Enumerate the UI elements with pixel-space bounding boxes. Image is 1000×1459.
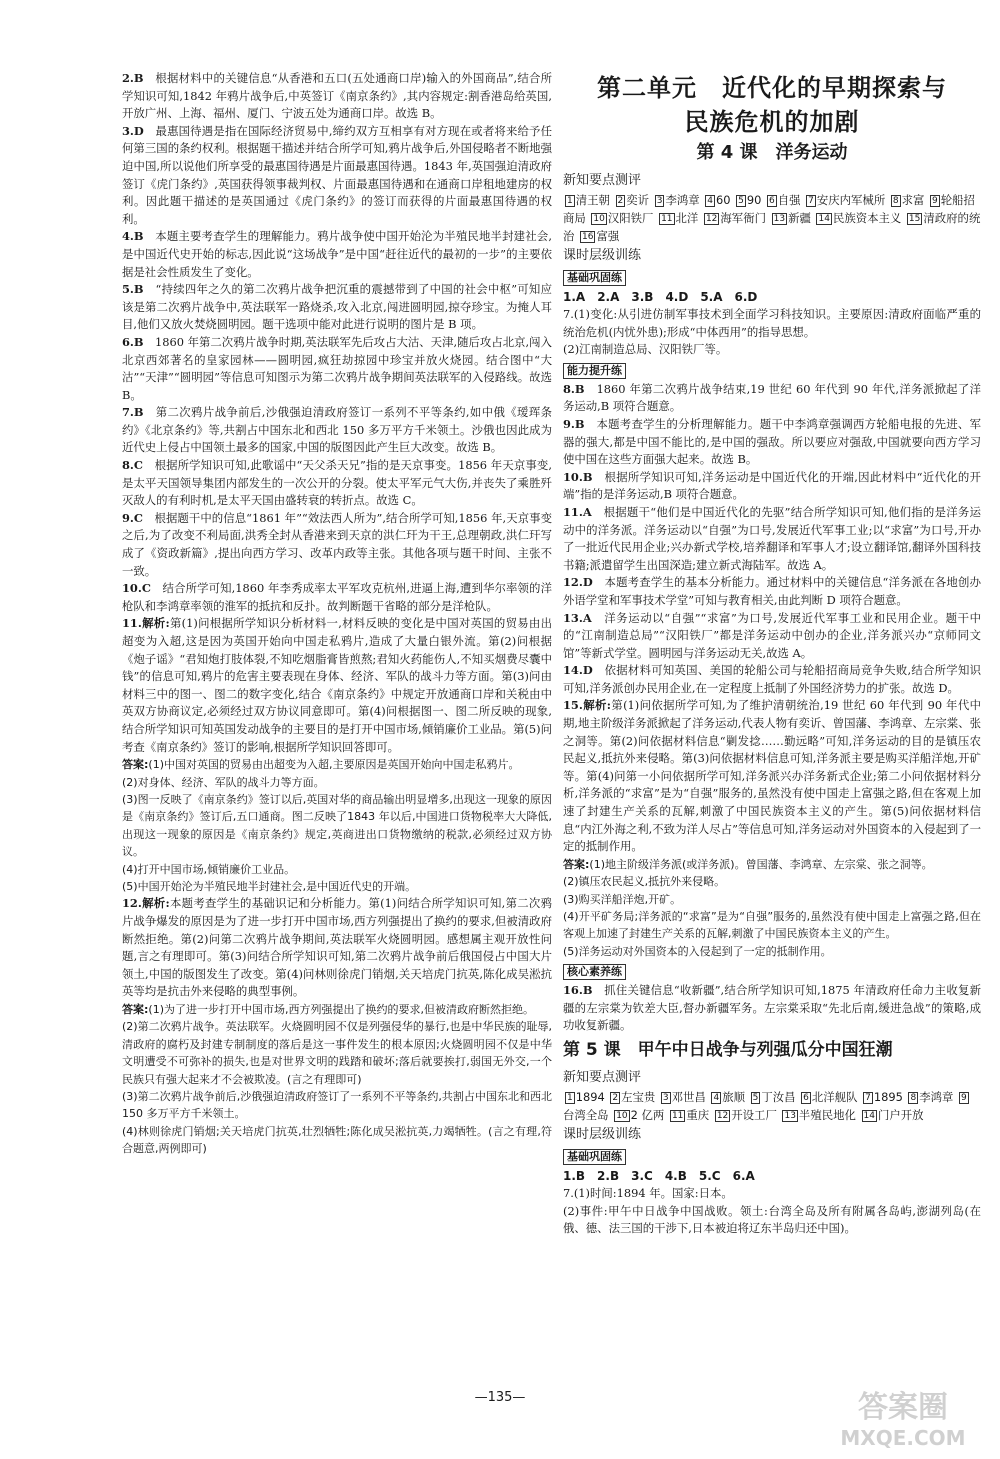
answer-4: 4.B 本题主要考查学生的理解能力。鸦片战争使中国开始沦为半殖民地半封建社会,是中国近代史开始的标志,因此说“这场战争”是中国“赶往近代的最初的一步”的主要依据是社会性质发生了变化。	[122, 229, 552, 279]
fill-blank-item	[608, 1090, 655, 1104]
lesson-4-q9: 9.B 本题考查学生的分析理解能力。题干中李鸿章强调西方轮船电报的先进、军器的强大,都是中国不能比的,是中国的强敌。所以要应对强敌,中国就要向西方学习使中国在这些方面强大起来。故选 B。	[563, 416, 981, 467]
watermark-logo	[818, 1383, 988, 1453]
fill-blank-item	[659, 1090, 706, 1104]
fill-blank-item	[614, 193, 650, 207]
answer-11-key: 答案:(1)中国对英国的贸易由出超变为入超,主要原因是英国开始向中国走私鸦片。	[122, 758, 520, 772]
answer-11-analysis: 11.解析:第(1)问根据所学知识分析材料一,材料反映的变化是中国对英国的贸易由出超变为入超,这是因为英国开始向中国走私鸦片,造成了大量白银外流。第(2)问根据《炮子谣》“君知炮打肢体裂,不知吃烟脂膏皆煎熬;君知火药能伤人,不知买烟费尽囊中钱”的信息可知,鸦片的危害主要表现在身体、经济、军队的战斗力等方面。第(3)问由材料三中的图一、图二的数字变化,结合《南京条约》中规定开放通商口岸和关税由中英双方协商议定,必须经过双方协议同意即可。第(4)问根据图一、图二所反映的现象,结合所学知识可知英国发动战争的主要目的是打开中国市场,倾销廉价工业品。第(5)问考查《南京条约》签订的影响,根据所学知识回答即可。	[122, 616, 552, 754]
lesson-5-mc-answers: 1.B 2.B 3.C 4.B 5.C 6.A	[563, 1169, 755, 1184]
blank-number-box: 1	[567, 196, 573, 206]
lesson-4-q16: 16.B 抓住关键信息“收新疆”,结合所学知识可知,1875 年清政府任命力主收复新疆的左宗棠为钦差大臣,督办新疆军务。左宗棠采取“先北后南,缓进急战”的策略,成功收复新疆。	[563, 983, 981, 1033]
fill-blank-item	[703, 193, 730, 207]
lesson-5-title: 第 5 课 甲午中日战争与列强瓜分中国狂潮	[563, 1040, 893, 1061]
lesson-4-q15-key-2: (2)镇压农民起义,抵抗外来侵略。	[563, 875, 726, 889]
blank-number-box: 10	[593, 214, 605, 224]
answer-7: 7.B 第二次鸦片战争前后,沙俄强迫清政府签订一系列不平等条约,如中俄《瑷珲条约》《北京条约》等,共割占中国东北和西北 150 多万平方千米领土。沙俄也因此成为近代史上侵占中国领土最多的国家,中国的版图因此产生巨大改变。故选 B。	[122, 405, 552, 455]
fill-blank-item	[861, 1090, 903, 1104]
fill-blank-item	[804, 193, 885, 207]
fill-blank-item	[612, 1108, 664, 1122]
answer-10: 10.C 结合所学可知,1860 年李秀成率太平军攻克杭州,进逼上海,遭到华尔率领的洋枪队和李鸿章率领的淮军的抵抗和反扑。故判断题干省略的部分是洋枪队。	[122, 581, 552, 613]
blank-number-box: 2	[612, 1093, 619, 1104]
fill-blank-item	[765, 193, 801, 207]
blank-answer: 海军衙门	[720, 211, 766, 225]
blank-number-box: 5	[738, 196, 744, 206]
blank-answer: 轮船招商局	[563, 193, 975, 225]
lesson-4-q15-analysis: 15.解析:第(1)问依据所学可知,为了维护清朝统治,19 世纪 60 年代到 90 年代中期,地主阶级洋务派掀起了洋务运动,代表人物有奕䜣、曾国藩、李鸿章、左宗棠、张之洞等。第(2)问依据材料信息“剿发捻……勤远略”可知,洋务运动的目的是镇压农民起义,抵抗外来侵略。第(3)问依据材料信息可知,洋务派主要是购买洋船洋炮,开矿等。第(4)问第一小问依据所学可知,洋务派兴办洋务新式企业;第二小问依据材料分析,洋务派的“求富”是为“自强”服务的,虽然没有使中国走上富强之路,但在客观上加速了封建生产关系的瓦解,刺激了中国民族资本主义的产生。第(5)问依据材料信息“内江外海之利,不致为洋人尽占”等信息可知,洋务运动对外国资本的入侵起到了一定的抵制作用。	[563, 698, 981, 854]
tag-basic-5: 基础巩固练	[563, 1149, 626, 1165]
blank-number-box: 10	[616, 1111, 628, 1122]
section-new-knowledge: 新知要点测评	[563, 173, 642, 188]
fill-blank-item	[589, 211, 653, 225]
blank-number-box: 11	[671, 1111, 684, 1122]
blank-answer: 李鸿章	[919, 1090, 954, 1105]
fill-blank-item	[668, 1108, 709, 1122]
watermark-top: 答案圈	[858, 1390, 948, 1425]
fill-blank-item	[713, 1108, 777, 1122]
lesson-4-q14: 14.D 依据材料可知英国、美国的轮船公司与轮船招商局竞争失败,结合所学知识可知,洋务派创办民用企业,在一定程度上抵制了外国经济势力的扩张。故选 D。	[563, 663, 981, 695]
fill-blank-item	[653, 193, 700, 207]
answer-12-key-3: (3)第二次鸦片战争前后,沙俄强迫清政府签订了一系列不平等条约,共割占中国东北和西北 150 多万平方千米领土。	[122, 1090, 552, 1121]
lesson-4-fill-blanks	[563, 191, 981, 245]
blank-number-box: 14	[863, 1111, 875, 1122]
fill-blank-item	[702, 211, 766, 225]
blank-answer: 半殖民地化	[798, 1108, 856, 1123]
fill-blank-item	[563, 1090, 605, 1104]
lesson-4-q7-1: 7.(1)变化:从引进仿制军事技术到全面学习科技知识。主要原因:清政府面临严重的统治危机(内忧外患);形成“中体西用”的指导思想。	[563, 307, 981, 339]
page-number: —135—	[474, 1390, 526, 1405]
answer-9: 9.C 根据题干中的信息“1861 年”“效法西人所为”,结合所学可知,1856 年,天京事变之后,为了改变不利局面,洪秀全封从香港来到天京的洪仁玕为干王,总理朝政,洪仁玕写成了《资政新篇》,提出向西方学习、改革内政等主张。其他各项与题干时间、主张不一致。	[122, 510, 552, 578]
answer-11-key-2: (2)对身体、经济、军队的战斗力等方面。	[122, 775, 325, 789]
blank-answer: 门户开放	[877, 1108, 924, 1123]
blank-answer: 邓世昌	[671, 1090, 706, 1105]
answer-2: 2.B 根据材料中的关键信息“从香港和五口(五处通商口岸)输入的外国商品”,结合所学知识可知,1842 年鸦片战争后,中英签订《南京条约》,其内容规定:割香港岛给英国,开放广州、上海、福州、厦门、宁波五处为通商口岸。故选 B。	[122, 71, 552, 121]
blank-number-box: 13	[784, 1111, 796, 1122]
blank-answer: 民族资本主义	[832, 211, 902, 225]
answer-3: 3.D 最惠国待遇是指在国际经济贸易中,缔约双方互相享有对方现在或者将来给予任何第三国的条约权利。根据题干描述并结合所学可知,鸦片战争后,外国侵略者不断地强迫中国,所以说他们所享受的最惠国待遇是片面最惠国待遇。1843 年,英国强迫清政府签订《虎门条约》,英国获得领事裁判权、片面最惠国待遇和在通商口岸租地建房的权利。因此题干描述的是英国通过《虎门条约》的签订而获得的片面最惠国待遇的权利。	[122, 123, 552, 226]
blank-answer: 90	[746, 193, 762, 207]
blank-number-box: 4	[713, 1093, 720, 1104]
blank-number-box: 7	[808, 196, 814, 206]
answer-8: 8.C 根据所学知识可知,此歌谣中“天父杀天兄”指的是天京事变。1856 年天京事变,是太平天国领导集团内部发生的一次公开的分裂。使太平军元气大伤,并丧失了乘胜歼灭敌人的有利时机,是太平天国由盛转衰的转折点。故选 C。	[122, 458, 552, 508]
blank-number-box: 8	[892, 196, 899, 206]
blank-answer: 李鸿章	[665, 193, 700, 207]
answer-11-key-3: (3)图一反映了《南京条约》签订以后,英国对华的商品输出明显增多,出现这一现象的原因是《南京条约》签订后,五口通商。图二反映了1843 年以后,中国进口货物税率大大降低,出现这一现象的原因是《南京条约》规定,英商进出口货物缴纳的税款,必须经过双方协议。	[122, 792, 552, 859]
fill-blank-item	[860, 1108, 924, 1122]
blank-answer: 清政府的统治	[563, 211, 981, 243]
blank-answer: 奕䜣	[626, 193, 650, 207]
fill-blank-item	[749, 1090, 796, 1104]
blank-answer: 1894	[575, 1090, 605, 1105]
lesson-5-q7-2: (2)事件:甲午中日战争中国战败。领土:台湾全岛及所有附属各岛屿,澎湖列岛(在俄、德、法三国的干涉下,日本被迫将辽东半岛归还中国)。	[563, 1203, 981, 1236]
blank-number-box: 12	[705, 214, 718, 224]
blank-number-box: 6	[803, 1093, 809, 1104]
answer-12-key-2: (2)第二次鸦片战争。英法联军。火烧圆明园不仅是列强侵华的暴行,也是中华民族的耻辱,清政府的腐朽及封建专制制度的落后是这一事件发生的根本原因;火烧圆明园不仅是中华文明遭受不可弥补的损失,也是对世界文明的践踏和破坏;落后就要挨打,弱国无外交,一个民族只有强大起来才不会被欺凌。(言之有理即可)	[122, 1020, 552, 1086]
tag-basic: 基础巩固练	[563, 270, 626, 286]
answer-12-key-4: (4)林则徐虎门销烟;关天培虎门抗英,壮烈牺牲;陈化成吴淞抗英,力竭牺牲。(言之有理,符合题意,两例即可)	[122, 1124, 552, 1156]
blank-answer: 北洋舰队	[811, 1090, 858, 1105]
blank-number-box: 14	[818, 214, 830, 224]
fill-blank-item	[814, 211, 901, 225]
blank-number-box: 12	[716, 1111, 729, 1122]
fill-blank-item	[734, 193, 761, 207]
lesson-4-q15-key-4: (4)开平矿务局;洋务派的“求富”是为“自强”服务的,虽然没有使中国走上富强之路,但在客观上加速了封建生产关系的瓦解,刺激了中国民族资本主义的产生。	[563, 910, 981, 941]
fill-blank-item	[563, 193, 610, 207]
answer-12-analysis: 12.解析:本题考查学生的基础识记和分析能力。第(1)问结合所学知识可知,第二次鸦片战争爆发的原因是为了进一步打开中国市场,西方列强提出了换约的要求,但被清政府断然拒绝。第(2)问第二次鸦片战争期间,英法联军火烧圆明园。感想属主观开放性问题,言之有理即可。第(3)问结合所学知识可知,第二次鸦片战争前后俄国侵占中国大片领土,中国的版图发生了改变。第(4)问林则徐虎门销烟,关天培虎门抗英,陈化成吴淞抗英等均是抗击外来侵略的典型事例。	[122, 896, 552, 999]
section-training-5: 课时层级训练	[563, 1127, 642, 1143]
answer-12-key: 答案:(1)为了进一步打开中国市场,西方列强提出了换约的要求,但被清政府断然拒绝。	[122, 1002, 534, 1016]
blank-answer: 自强	[777, 193, 801, 207]
lesson-5-q7-1: 7.(1)时间:1894 年。国家:日本。	[563, 1186, 733, 1201]
blank-number-box: 11	[661, 214, 673, 224]
fill-blank-item	[906, 1090, 953, 1104]
blank-answer: 求富	[901, 193, 925, 207]
blank-answer: 汉阳铁厂	[607, 211, 654, 225]
blank-answer: 2 亿两	[630, 1108, 665, 1123]
watermark-bottom: MXQE.COM	[840, 1426, 966, 1450]
fill-blank-item	[799, 1090, 857, 1104]
right-column	[563, 72, 981, 1392]
blank-answer: 台湾全岛	[563, 1108, 609, 1123]
lesson-4-q7-2: (2)江南制造总局、汉阳铁厂等。	[563, 342, 728, 357]
tag-ability: 能力提升练	[563, 363, 626, 379]
blank-number-box: 16	[582, 232, 594, 242]
lesson-4-q15-key: 答案:(1)地主阶级洋务派(或洋务派)。曾国藩、李鸿章、左宗棠、张之洞等。	[563, 857, 933, 871]
blank-answer: 富强	[596, 229, 620, 243]
blank-number-box: 6	[768, 196, 775, 206]
blank-number-box: 15	[908, 214, 921, 224]
unit-title-line-1: 第二单元 近代化的早期探索与	[597, 74, 947, 102]
section-new-knowledge-5: 新知要点测评	[563, 1070, 642, 1086]
blank-answer: 北洋	[675, 211, 699, 225]
blank-answer: 清王朝	[575, 193, 610, 207]
lesson-4-q15-key-3: (3)购买洋船洋炮,开矿。	[563, 892, 682, 906]
blank-answer: 60	[715, 193, 731, 207]
blank-answer: 新疆	[788, 211, 811, 225]
blank-number-box: 7	[865, 1093, 871, 1104]
blank-number-box: 13	[773, 214, 786, 224]
lesson-4-mc-answers: 1.A 2.A 3.B 4.D 5.A 6.D	[563, 290, 758, 304]
lesson-4-title: 第 4 课 洋务运动	[696, 142, 848, 163]
blank-number-box: 8	[910, 1093, 917, 1104]
blank-number-box: 1	[567, 1093, 573, 1104]
blank-number-box: 9	[961, 1093, 967, 1104]
answer-6: 6.B 1860 年第二次鸦片战争时期,英法联军先后攻占大沽、天津,随后攻占北京,闯入北京西郊著名的皇家园林——圆明园,疯狂劫掠园中珍宝并放火烧园。结合图中“大沽”“天津”“圆明园”等信息可知图示为第二次鸦片战争期间英法联军的入侵路线。故选 B。	[122, 334, 552, 402]
lesson-4-q12: 12.D 本题考查学生的基本分析能力。通过材料中的关键信息“洋务派在各地创办外语学堂和军事技术学堂”可知与教育相关,由此判断 D 项符合题意。	[563, 575, 981, 607]
blank-answer: 左宝贵	[621, 1090, 656, 1105]
lesson-4-q11: 11.A 根据题干“他们是中国近代化的先驱”结合所学知识可知,他们指的是洋务运动中的洋务派。洋务运动以“自强”为口号,发展近代军事工业;以“求富”为口号,开办了一批近代民用企业;兴办新式学校,培养翻译和军事人才;设立翻译馆,翻译外国科技书籍;派遣留学生出国深造;建立新式海陆军。故选 A。	[563, 504, 981, 572]
answer-11-key-5: (5)中国开始沦为半殖民地半封建社会,是中国近代史的开端。	[122, 880, 417, 893]
blank-number-box: 3	[662, 1093, 669, 1104]
blank-number-box: 2	[617, 196, 624, 206]
blank-answer: 重庆	[686, 1108, 710, 1123]
blank-number-box: 3	[656, 196, 663, 206]
blank-answer: 丁汝昌	[761, 1090, 796, 1105]
blank-answer: 旅顺	[722, 1090, 745, 1105]
blank-number-box: 5	[752, 1093, 759, 1104]
lesson-4-q13: 13.A 洋务运动以“自强”“求富”为口号,发展近代军事工业和民用企业。题干中的“江南制造总局”“汉阳铁厂”都是洋务运动中创办的企业,洋务派兴办“京师同文馆”等新式学堂。圆明园与洋务运动无关,故选 A。	[563, 610, 981, 660]
fill-blank-item	[657, 211, 698, 225]
blank-answer: 安庆内军械所	[816, 193, 886, 207]
blank-answer: 1895	[873, 1090, 903, 1105]
section-training: 课时层级训练	[563, 248, 642, 263]
answer-11-key-4: (4)打开中国市场,倾销廉价工业品。	[122, 862, 296, 876]
tag-core: 核心素养练	[563, 964, 626, 980]
lesson-5-fill-blanks	[563, 1088, 981, 1124]
fill-blank-item	[780, 1108, 855, 1122]
blank-number-box: 9	[932, 196, 938, 206]
lesson-4-q8: 8.B 1860 年第二次鸦片战争结束,19 世纪 60 年代到 90 年代,洋务派掀起了洋务运动,B 项符合题意。	[563, 381, 981, 414]
fill-blank-item	[889, 193, 925, 207]
blank-number-box: 4	[707, 196, 713, 206]
unit-title-line-2: 民族危机的加剧	[684, 108, 860, 136]
lesson-4-q10: 10.B 根据所学知识可知,洋务运动是中国近代化的开端,因此材料中“近代化的开端”指的是洋务运动,B 项符合题意。	[563, 469, 981, 502]
left-column	[122, 70, 552, 1390]
blank-answer: 开设工厂	[731, 1108, 777, 1123]
lesson-4-q15-key-5: (5)洋务运动对外国资本的入侵起到了一定的抵制作用。	[563, 944, 832, 958]
fill-blank-item	[770, 211, 811, 225]
answer-5: 5.B “持续四年之久的第二次鸦片战争把沉重的震撼带到了中国的社会中枢”可知应该是第二次鸦片战争中,英法联军一路烧杀,攻入北京,闯进圆明园,掠夺珍宝。为掩人耳目,他们又放火焚烧圆明园。题干选项中能对此进行说明的图片是 B 项。	[122, 282, 552, 332]
fill-blank-item	[709, 1090, 745, 1104]
fill-blank-item	[578, 229, 619, 243]
